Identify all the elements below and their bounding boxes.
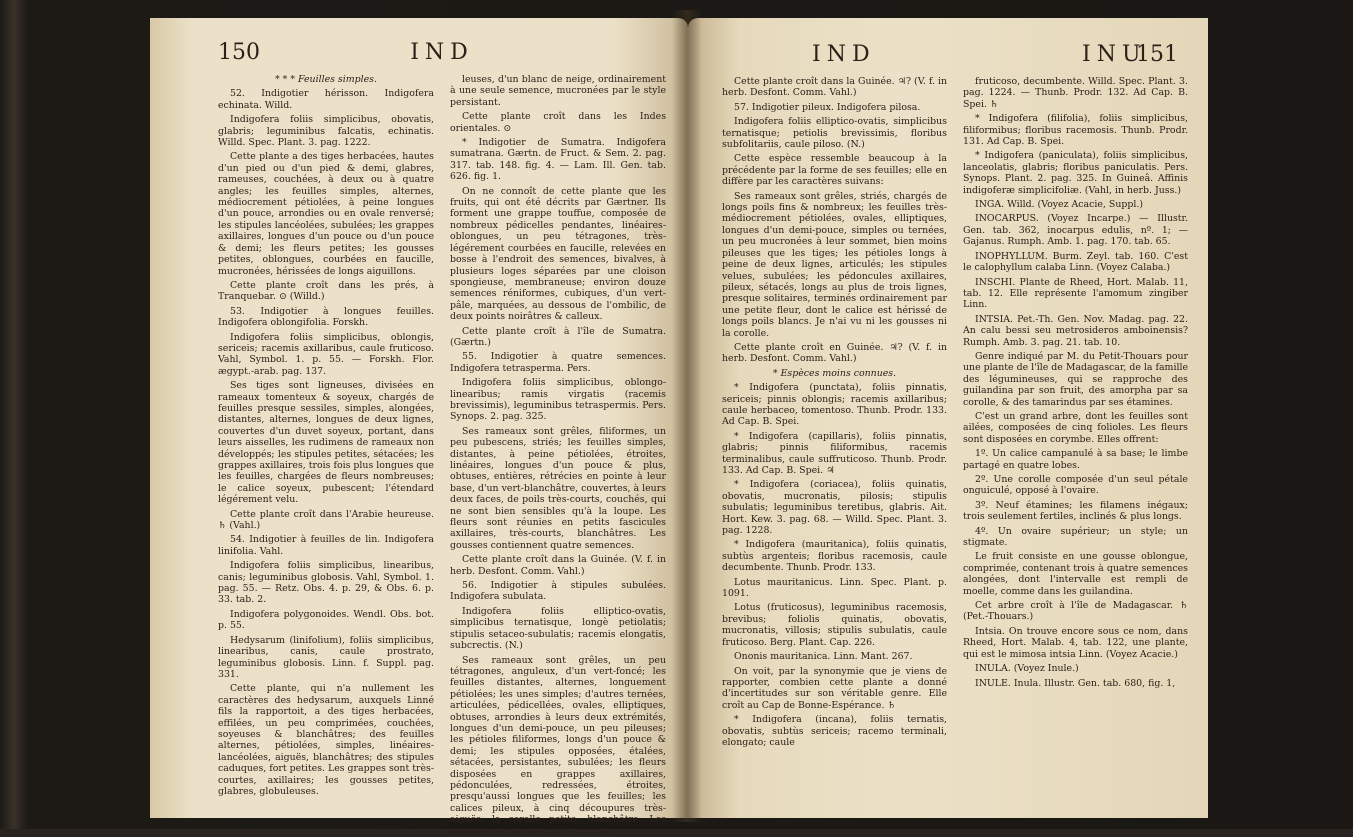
paragraph: * * * Feuilles simples. [218,74,434,85]
paragraph: Indigofera foliis simplicibus, obovatis, glabris; leguminibus falcatis, echinatis. Willd. Spec. Plant. 3. pag. 1222. [218,114,434,148]
paragraph: Lotus mauritanicus. Linn. Spec. Plant. p. 1091. [722,577,947,600]
paragraph: 3º. Neuf étamines; les filamens inégaux; trois seulement fertiles, inclinés & plus longs. [963,500,1188,523]
left-page-header [218,40,666,74]
paragraph: Cette plante croît dans les Indes orientales. ⊙ [450,111,666,134]
book-gutter [672,10,702,822]
paragraph: INOPHYLLUM. Burm. Zeyl. tab. 160. C'est le calophyllum calaba Linn. (Voyez Calaba.) [963,251,1188,274]
paragraph: Indigofera polygonoides. Wendl. Obs. bot. p. 55. [218,609,434,632]
paragraph: Indigofera foliis simplicibus, oblongis, sericeis; racemis axillaribus, caule fruticoso. Vahl, Symbol. 1. p. 55. — Forskh. Flor. ægypt.-arab. pag. 137. [218,332,434,378]
paragraph: INGA. Willd. (Voyez Acacie, Suppl.) [963,199,1188,210]
paragraph: Ses rameaux sont grêles, un peu tétragones, anguleux, d'un vert-foncé; les feuilles distantes, alternes, longuement pétiolées; les unes simples; d'autres ternées, articulées, pédicellées, ovales, elliptiques, obtuses, arrondies à leurs deux extrémités, longues d'un demi-pouce, un peu pileuses; les pétioles filiformes, longs d'un pouce & demi; les stipules opposées, étalées, sétacées, persistantes, subulées; les fleurs disposées en grappes axillaires, pédonculées, redressées, étroites, presqu'aussi longues que les feuilles; les calices pileux, à cinq découpures très-aiguës; la corolle petite, blanchâtre. Les gousses ne me sont point connues. [450,655,666,837]
paragraph: 1º. Un calice campanulé à sa base; le limbe partagé en quatre lobes. [963,448,1188,471]
paragraph: Cette plante croît dans la Guinée. ♃? (V. f. in herb. Desfont. Comm. Vahl.) [722,76,947,99]
paragraph: * Indigofera (coriacea), foliis quinatis, obovatis, mucronatis, pilosis; stipulis subulatis; leguminibus teretibus, glabris. Ait. Hort. Kew. 3. pag. 68. — Willd. Spec. Plant. 3. pag. 1228. [722,479,947,536]
paragraph: 53. Indigotier à longues feuilles. Indigofera oblongifolia. Forskh. [218,306,434,329]
paragraph: 57. Indigotier pileux. Indigofera pilosa. [722,102,947,113]
paragraph: INULE. Inula. Illustr. Gen. tab. 680, fig. 1, [963,678,1188,689]
paragraph: INOCARPUS. (Voyez Incarpe.) — Illustr. Gen. tab. 362, inocarpus edulis, nº. 1; — Gajanus. Rumph. Amb. 1. pag. 170. tab. 65. [963,213,1188,247]
left-page [150,18,688,818]
right-page-header [722,42,1188,76]
paragraph: leuses, d'un blanc de neige, ordinairement à une seule semence, mucronées par le style persistant. [450,74,666,108]
left-page-number: 150 [218,40,260,65]
paragraph: Lotus (fruticosus), leguminibus racemosis, brevibus; foliolis quinatis, obovatis, mucronatis, villosis; stipulis subulatis, caule fruticoso. Berg. Plant. Cap. 226. [722,602,947,648]
paragraph: 2º. Une corolle composée d'un seul pétale onguiculé, opposé à l'ovaire. [963,474,1188,497]
left-running-head: IND [218,40,666,65]
paragraph: * Indigofera (mauritanica), foliis quinatis, subtùs argenteis; floribus racemosis, caule decumbente. Thunb. Prodr. 133. [722,539,947,573]
paragraph: Ses rameaux sont grêles, filiformes, un peu pubescens, striés; les feuilles simples, distantes, à peine pétiolées, étroites, linéaires, longues d'un pouce & plus, obtuses, entières, rétrécies en pointe à leur base, d'un vert-blanchâtre, couvertes, à leurs deux faces, de poils très-courts, couchés, qui ne sont bien sensibles qu'à la loupe. Les fleurs sont réunies en petits fascicules axillaires, très-courts, blanchâtres. Les gousses contiennent quatre semences. [450,426,666,551]
right-column-2 [963,76,1188,836]
paragraph: 54. Indigotier à feuilles de lin. Indigofera linifolia. Vahl. [218,534,434,557]
paragraph: * Espèces moins connues. [722,368,947,379]
paragraph: Indigofera foliis elliptico-ovatis, simplicibus ternatisque; petiolis brevissimis, floribus subfolitariis, caule piloso. (N.) [722,116,947,150]
paragraph: Indigofera foliis simplicibus, linearibus, canis; leguminibus globosis. Vahl, Symbol. 1. pag. 55. — Retz. Obs. 4. p. 29, & Obs. 6. p. 33. tab. 2. [218,560,434,606]
paragraph: * Indigofera (capillaris), foliis pinnatis, glabris; pinnis filiformibus, racemis terminalibus, caule suffruticoso. Thunb. Prodr. 133. Ad Cap. B. Spei. ♃ [722,431,947,477]
paragraph: Cette espèce ressemble beaucoup à la précédente par la forme de ses feuilles; elle en diffère par les caractères suivans: [722,153,947,187]
paragraph: * Indigofera (filifolia), foliis simplicibus, filiformibus; floribus racemosis. Thunb. Prodr. 131. Ad Cap. B. Spei. [963,113,1188,147]
paragraph: INULA. (Voyez Inule.) [963,663,1188,674]
right-page-number: 151 [1136,42,1178,67]
paragraph: Indigofera foliis elliptico-ovatis, simplicibus ternatisque, longè petiolatis; stipulis setaceo-subulatis; racemis elongatis, subcrectis. (N.) [450,606,666,652]
paragraph: fruticoso, decumbente. Willd. Spec. Plant. 3. pag. 1224. — Thunb. Prodr. 132. Ad Cap. B. Spei. ♄ [963,76,1188,110]
right-page [688,18,1208,818]
paragraph: Cette plante croît à l'île de Sumatra. (Gærtn.) [450,326,666,349]
paragraph: Cet arbre croît à l'île de Madagascar. ♄ (Pet.-Thouars.) [963,600,1188,623]
paragraph: Le fruit consiste en une gousse oblongue, comprimée, contenant trois à quatre semences alongées, dont l'intervalle est rempli de moelle, comme dans les guilandina. [963,551,1188,597]
paragraph: Ses rameaux sont grêles, striés, chargés de longs poils fins & nombreux; les feuilles très-médiocrement pétiolées, ovales, elliptiques, longues d'un demi-pouce, simples ou ternées, un peu mucronées à leur sommet, bien moins pileuses que les tiges; les pétioles longs à peine de deux lignes, articulés; les stipules velues, subulées; les pédoncules axillaires, pileux, sétacés, longs au plus de trois lignes, presque solitaires, terminés ordinairement par une petite fleur, dont le calice est hérissé de longs poils blancs. Je n'ai vu ni les gousses ni la corolle. [722,191,947,339]
left-column-1 [218,74,434,834]
right-column-1 [722,76,947,836]
left-column-2 [450,74,666,834]
paragraph: 56. Indigotier à stipules subulées. Indigofera subulata. [450,580,666,603]
paragraph: Genre indiqué par M. du Petit-Thouars pour une plante de l'île de Madagascar, de la famille des légumineuses, qui se rapproche des guilandina par son fruit, des amorpha par sa corolle, & des tamarindus par ses étamines. [963,351,1188,408]
paragraph: * Indigofera (incana), foliis ternatis, obovatis, subtùs sericeis; racemo terminali, elongato; caule [722,714,947,748]
right-running-head-right: INU [1082,42,1188,67]
paragraph: Hedysarum (linifolium), foliis simplicibus, linearibus, canis, caule prostrato, leguminibus globosis. Linn. f. Suppl. pag. 331. [218,635,434,681]
paragraph: INSCHI. Plante de Rheed, Hort. Malab. 11, tab. 12. Elle représente l'amomum zingiber Linn. [963,277,1188,311]
paragraph: Cette plante croît en Guinée. ♃? (V. f. in herb. Desfont. Comm. Vahl.) [722,342,947,365]
right-running-head-left: IND [812,42,1188,67]
paragraph: Ses tiges sont ligneuses, divisées en rameaux tomenteux & soyeux, chargés de feuilles presque sessiles, simples, alongées, distantes, alternes, longues de deux lignes, couvertes d'un duvet soyeux, portant, dans leurs aisselles, les rudimens de rameaux non développés; les stipules petites, sétacées; les grappes axillaires, trois fois plus longues que les feuilles, chargées de fleurs nombreuses; le calice soyeux, pubescent; l'étendard légérement velu. [218,380,434,505]
paragraph: INTSIA. Pet.-Th. Gen. Nov. Madag. pag. 22. An calu bessi seu metrosideros amboinensis? Rumph. Amb. 3. pag. 21. tab. 10. [963,314,1188,348]
paragraph: On ne connoît de cette plante que les fruits, qui ont été décrits par Gærtner. Ils forment une grappe touffue, composée de nombreux pédicelles pendantes, linéaires-oblongues, un peu tétragones, très-légérement courbées en faucille, relevées en bosse à l'endroit des semences, bivalves, à plusieurs loges séparées par une cloison spongieuse, membraneuse; environ douze semences réniformes, cubiques, d'un vert-pâle, marquées, au dessous de l'ombilic, de deux points noirâtres & calleux. [450,186,666,323]
paragraph: C'est un grand arbre, dont les feuilles sont ailées, composées de cinq folioles. Les fleurs sont disposées en corymbe. Elles offrent: [963,411,1188,445]
paragraph: * Indigotier de Sumatra. Indigofera sumatrana. Gærtn. de Fruct. & Sem. 2. pag. 317. tab. 148. fig. 4. — Lam. Ill. Gen. tab. 626. fig. 1. [450,137,666,183]
paragraph: On voit, par la synonymie que je viens de rapporter, combien cette plante a donné d'incertitudes sur son véritable genre. Elle croît au Cap de Bonne-Espérance. ♄ [722,666,947,712]
paragraph: 55. Indigotier à quatre semences. Indigofera tetrasperma. Pers. [450,351,666,374]
paragraph: Cette plante croît dans la Guinée. (V. f. in herb. Desfont. Comm. Vahl.) [450,554,666,577]
paragraph: Ononis mauritanica. Linn. Mant. 267. [722,651,947,662]
paragraph: * Indigofera (punctata), foliis pinnatis, sericeis; pinnis oblongis; racemis axillaribus; caule herbaceo, tomentoso. Thunb. Prodr. 133. Ad Cap. B. Spei. [722,382,947,428]
paragraph: Intsia. On trouve encore sous ce nom, dans Rheed, Hort. Malab. 4, tab. 122, une plante, qui est le mimosa intsia Linn. (Voyez Acacie.) [963,626,1188,660]
paragraph: * Indigofera (paniculata), foliis simplicibus, lanceolatis, glabris; floribus paniculatis. Pers. Synops. Plant. 2. pag. 325. In Guineâ. Affinis indigoferæ simplicifoliæ. (Vahl, in herb. Juss.) [963,150,1188,196]
paragraph: 4º. Un ovaire supérieur; un style; un stigmate. [963,526,1188,549]
paragraph: Cette plante croît dans l'Arabie heureuse. ♄ (Vahl.) [218,509,434,532]
paragraph: Indigofera foliis simplicibus, oblongo-linearibus; ramis virgatis (racemis brevissimis), leguminibus tetraspermis. Pers. Synops. 2. pag. 325. [450,377,666,423]
paragraph: 52. Indigotier hérisson. Indigofera echinata. Willd. [218,88,434,111]
paragraph: Cette plante, qui n'a nullement les caractères des hedysarum, auxquels Linné fils la rapportoit, a des tiges herbacées, effilées, un peu comprimées, couchées, soyeuses & blanchâtres; des feuilles alternes, pétiolées, simples, linéaires-lancéolées, aiguës, blanchâtres; des stipules caduques, fort petites. Les grappes sont très-courtes, axillaires; les gousses petites, glabres, globuleuses. [218,683,434,797]
paragraph: Cette plante a des tiges herbacées, hautes d'un pied ou d'un pied & demi, glabres, rameuses, couchées, à deux ou à quatre angles; les feuilles simples, alternes, médiocrement pétiolées, à peine longues d'un pouce, arrondies ou en ovale renversé; les stipules lancéolées, subulées; les grappes axillaires, longues d'un pouce ou d'un pouce & demi; les fleurs petites; les gousses petites, oblongues, courbées en faucille, mucronées, hérissées de longs aiguillons. [218,151,434,276]
paragraph: Cette plante croît dans les prés, à Tranquebar. ⊙ (Willd.) [218,280,434,303]
